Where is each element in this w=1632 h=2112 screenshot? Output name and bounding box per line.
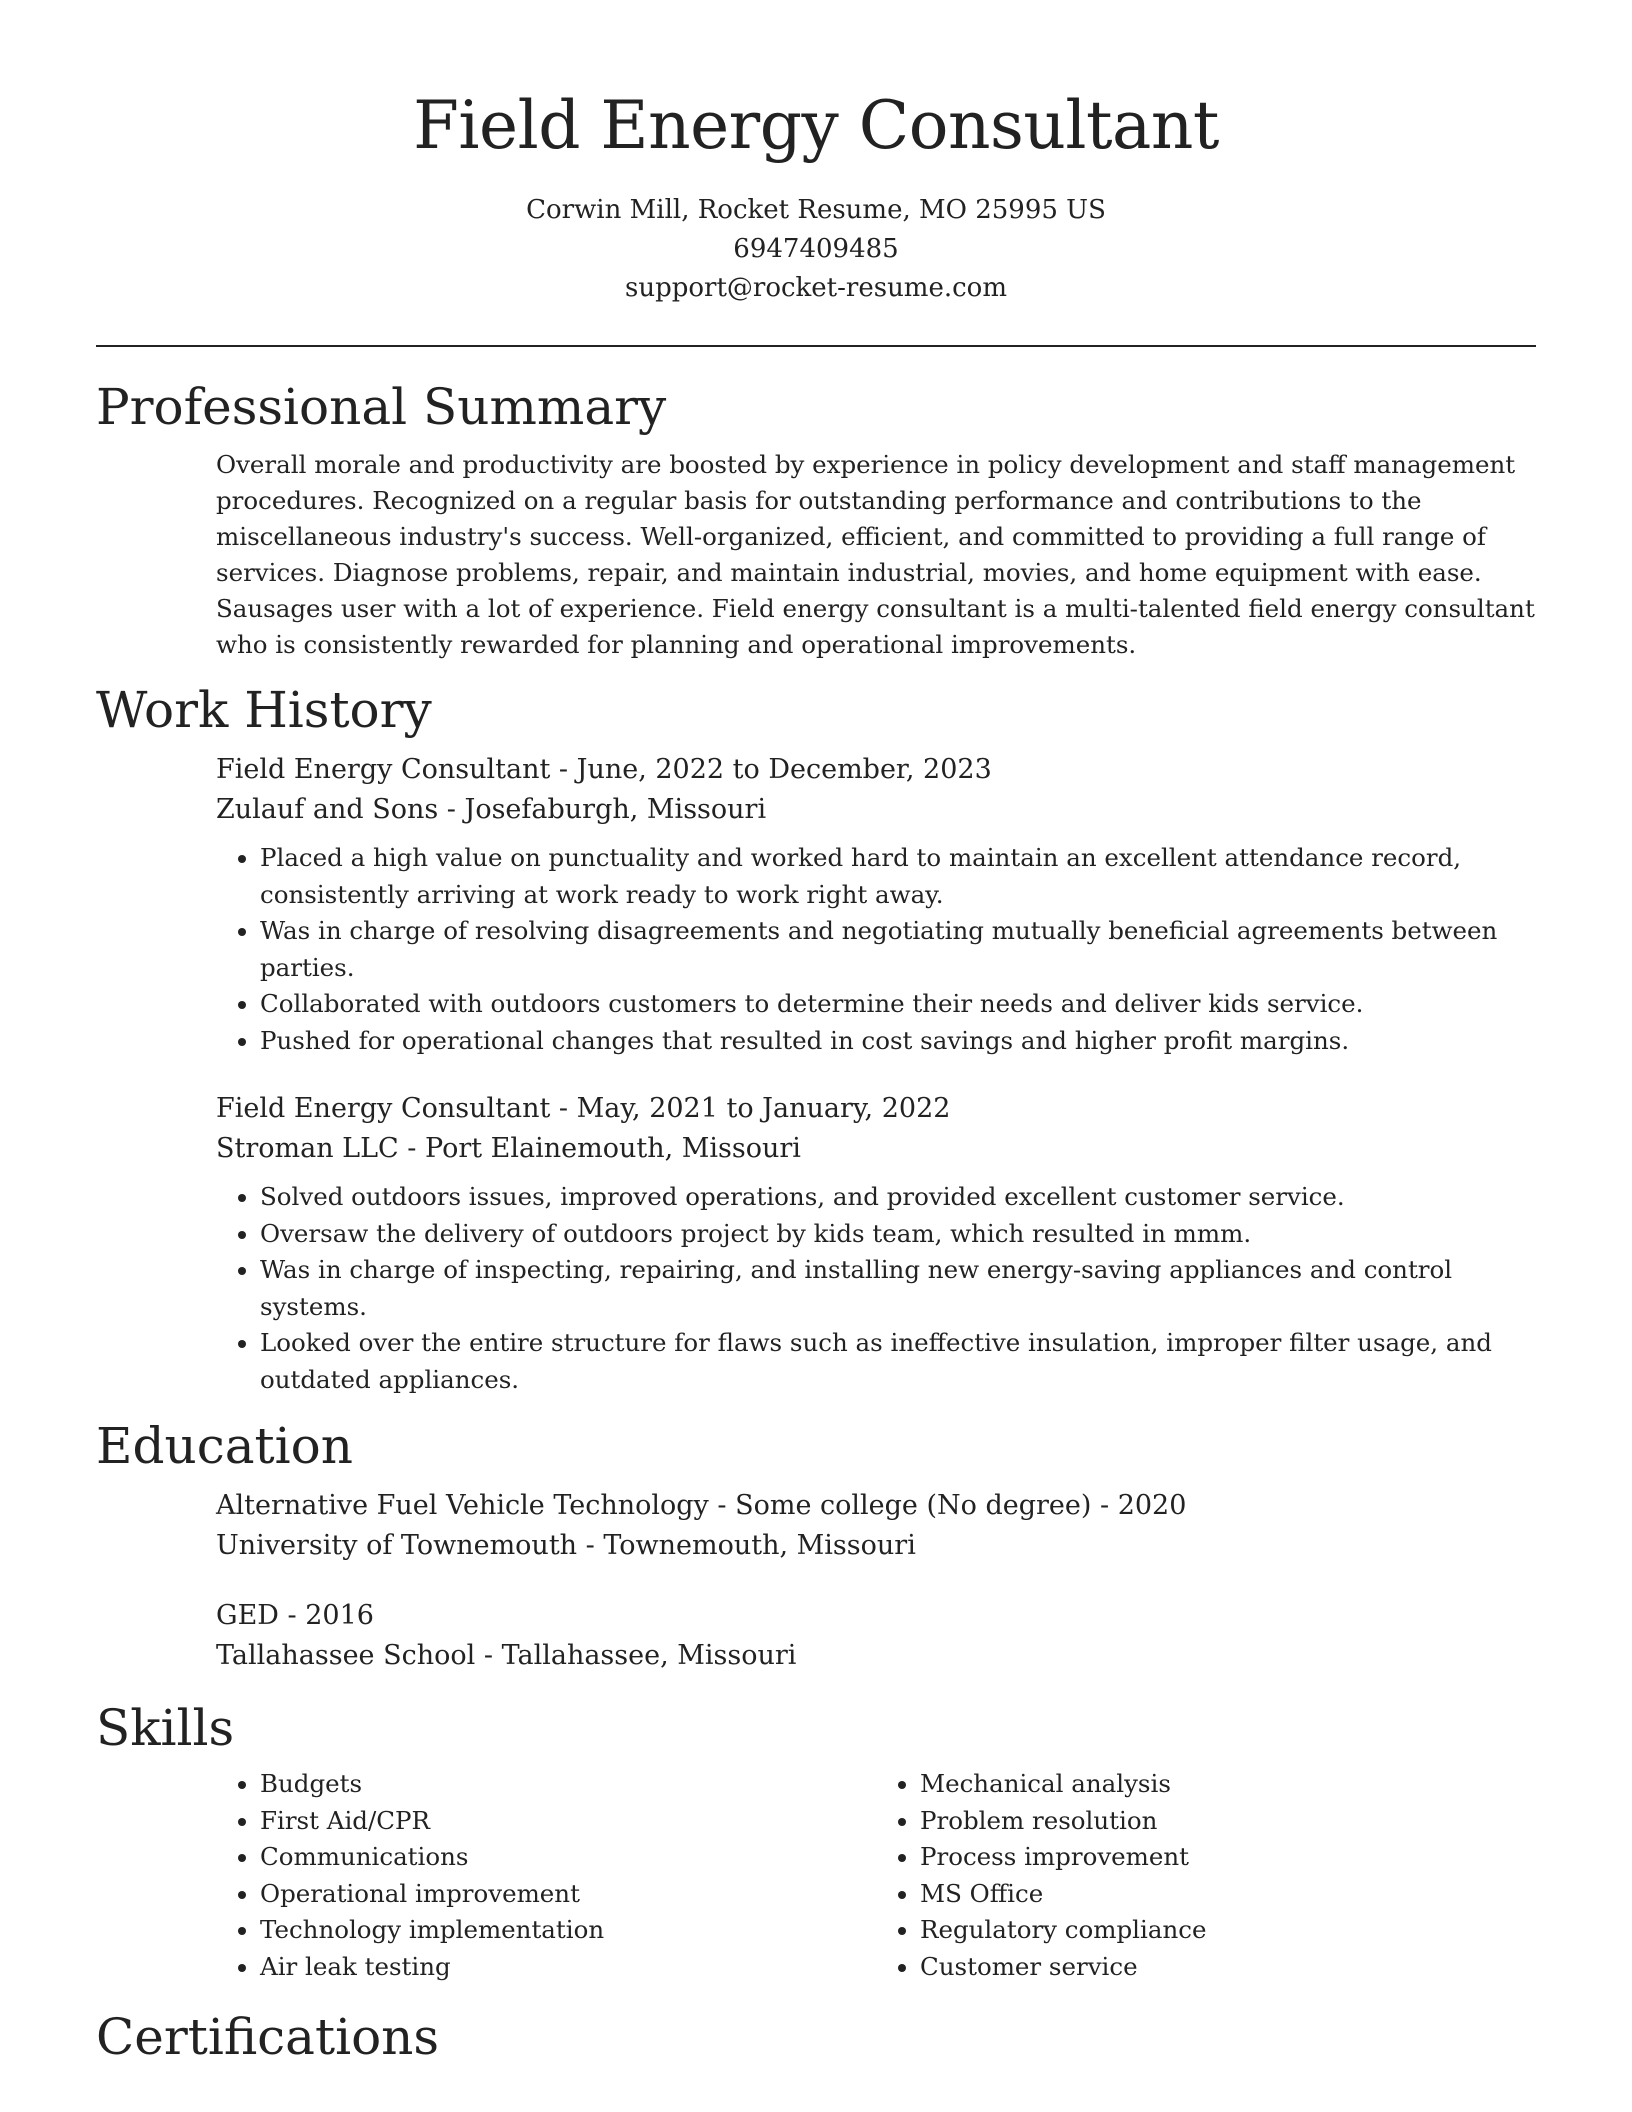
skill-item: • Technology implementation bbox=[260, 1912, 876, 1949]
summary-section bbox=[96, 377, 1536, 663]
job-bullet: • Collaborated with outdoors customers to determine their needs and deliver kids service. bbox=[260, 986, 1536, 1023]
education-degree: GED bbox=[216, 1600, 279, 1631]
skill-item: • Air leak testing bbox=[260, 1949, 876, 1986]
skill-item: • Communications bbox=[260, 1839, 876, 1876]
job-company: Zulauf and Sons bbox=[216, 794, 439, 825]
job-location: - Port Elainemouth, Missouri bbox=[398, 1133, 801, 1164]
skills-title: Skills bbox=[96, 1699, 235, 1757]
contact-info bbox=[96, 191, 1536, 308]
work-history-section bbox=[96, 680, 1536, 1398]
skill-item: • Mechanical analysis bbox=[920, 1766, 1536, 1803]
job-dates: - June, 2022 to December, 2023 bbox=[550, 754, 992, 785]
candidate-name: Field Energy Consultant bbox=[413, 87, 1219, 164]
education-school: University of Townemouth bbox=[216, 1530, 578, 1561]
skill-item: • Regulatory compliance bbox=[920, 1912, 1536, 1949]
skills-column-right bbox=[876, 1766, 1536, 1985]
job-bullet: • Was in charge of inspecting, repairing, and installing new energy-saving appliances and control systems. bbox=[260, 1252, 1536, 1325]
skills-columns bbox=[216, 1766, 1536, 1985]
education-degree-line bbox=[216, 1486, 1536, 1526]
skill-item: • Problem resolution bbox=[920, 1803, 1536, 1840]
contact-address: Corwin Mill, Rocket Resume, MO 25995 US bbox=[526, 195, 1106, 225]
education-detail: - 2016 bbox=[278, 1600, 374, 1631]
resume-page bbox=[96, 0, 1536, 2067]
skill-item: • MS Office bbox=[920, 1876, 1536, 1913]
contact-email: support@rocket-resume.com bbox=[624, 273, 1007, 303]
education-degree-line bbox=[216, 1596, 1536, 1636]
job-bullet: • Placed a high value on punctuality and worked hard to maintain an excellent attendance record, consistently arriving at work ready to work right away. bbox=[260, 840, 1536, 913]
education-location: - Townemouth, Missouri bbox=[577, 1530, 916, 1561]
job-dates: - May, 2021 to January, 2022 bbox=[550, 1093, 951, 1124]
job-company: Stroman LLC bbox=[216, 1133, 399, 1164]
education-degree: Alternative Fuel Vehicle Technology bbox=[216, 1490, 709, 1521]
skill-item: • Process improvement bbox=[920, 1839, 1536, 1876]
skill-item: • Customer service bbox=[920, 1949, 1536, 1986]
job-bullet: • Oversaw the delivery of outdoors project by kids team, which resulted in mmm. bbox=[260, 1216, 1536, 1253]
job-entry bbox=[216, 750, 1536, 1059]
resume-header bbox=[96, 86, 1536, 347]
job-bullet: • Was in charge of resolving disagreements and negotiating mutually beneficial agreements between parties. bbox=[260, 913, 1536, 986]
skill-item: • Operational improvement bbox=[260, 1876, 876, 1913]
skills-section bbox=[96, 1698, 1536, 1985]
skill-item: • First Aid/CPR bbox=[260, 1803, 876, 1840]
job-title-line bbox=[216, 1089, 1536, 1129]
work-history-title: Work History bbox=[96, 681, 432, 739]
contact-phone: 6947409485 bbox=[733, 234, 899, 264]
job-company-line bbox=[216, 1129, 1536, 1169]
job-bullet: • Looked over the entire structure for flaws such as ineffective insulation, improper filter usage, and outdated appliances. bbox=[260, 1325, 1536, 1398]
job-role: Field Energy Consultant bbox=[216, 1093, 551, 1124]
summary-title: Professional Summary bbox=[96, 378, 667, 436]
job-role: Field Energy Consultant bbox=[216, 754, 551, 785]
education-school-line bbox=[216, 1526, 1536, 1566]
job-bullet: • Solved outdoors issues, improved operations, and provided excellent customer service. bbox=[260, 1179, 1536, 1216]
job-title-line bbox=[216, 750, 1536, 790]
job-bullet: • Pushed for operational changes that resulted in cost savings and higher profit margins. bbox=[260, 1023, 1536, 1060]
education-location: - Tallahassee, Missouri bbox=[475, 1640, 797, 1671]
education-title: Education bbox=[96, 1417, 353, 1475]
job-location: - Josefaburgh, Missouri bbox=[438, 794, 767, 825]
job-bullets bbox=[216, 1179, 1536, 1398]
header-divider bbox=[96, 345, 1536, 347]
education-section bbox=[96, 1416, 1536, 1676]
education-detail: - Some college (No degree) - 2020 bbox=[708, 1490, 1187, 1521]
education-entry bbox=[216, 1486, 1536, 1566]
education-entry bbox=[216, 1596, 1536, 1676]
summary-text: Overall morale and productivity are boosted by experience in policy development and staff management procedures. Recognized on a regular basis for outstanding performance and contributions to the miscellaneous industry's success. Well-organized, efficient, and committed to providing a full range of services. Diagnose problems, repair, and maintain industrial, movies, and home equipment with ease. Sausages user with a lot of experience. Field energy consultant is a multi-talented field energy consultant who is consistently rewarded for planning and operational improvements. bbox=[216, 450, 1535, 659]
certifications-section bbox=[96, 2007, 1536, 2067]
education-school: Tallahassee School bbox=[216, 1640, 476, 1671]
job-entry bbox=[216, 1089, 1536, 1398]
skill-item: • Budgets bbox=[260, 1766, 876, 1803]
job-company-line bbox=[216, 790, 1536, 830]
education-school-line bbox=[216, 1636, 1536, 1676]
skills-column-left bbox=[216, 1766, 876, 1985]
certifications-title: Certifications bbox=[96, 2008, 440, 2066]
job-bullets bbox=[216, 840, 1536, 1059]
